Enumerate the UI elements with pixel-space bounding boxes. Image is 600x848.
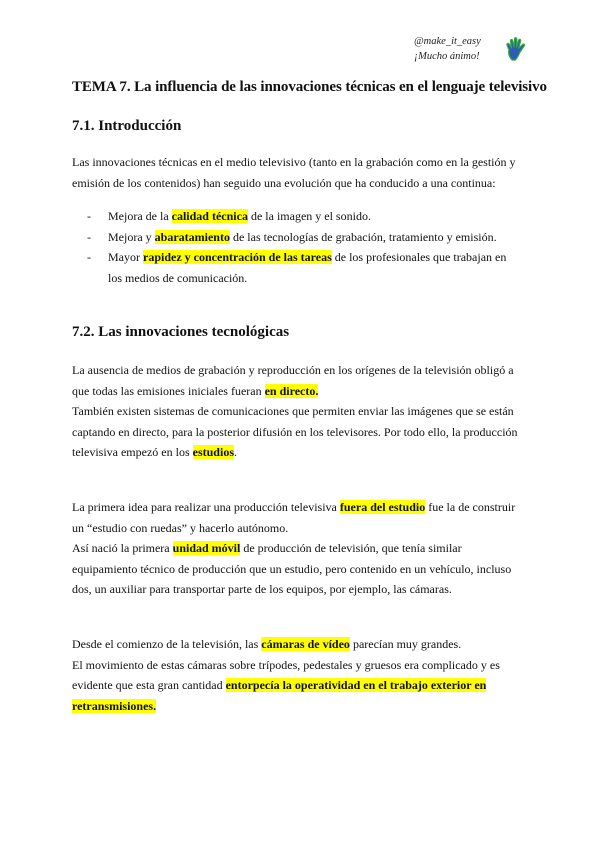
bullet-dash: - [87,229,91,244]
page-header [414,34,481,64]
highlighted-term: unidad móvil [172,541,241,555]
text-fragment: parecían muy grandes. [349,637,462,651]
header-motto: ¡Mucho ánimo! [414,51,480,62]
section-heading-innovaciones: 7.2. Las innovaciones tecnológicas [72,324,290,340]
intro-paragraph [72,152,532,193]
text-line: captando en directo, para la posterior difusión en los televisores. Por todo ello, la producción [72,424,518,439]
text-line: Las innovaciones técnicas en el medio televisivo (tanto en la grabación como en la gestión y [72,155,516,169]
text-fragment: evidente que esta gran cantidad [72,678,226,692]
author-handle: @make_it_easy [414,36,481,47]
text-line: dos, un auxiliar para transportar parte de los equipos, por ejemplo, las cámaras. [72,582,452,596]
list-text: de la imagen y el sonido. [247,209,371,223]
highlighted-term: estudios [192,445,234,459]
highlighted-term: en directo. [264,383,319,398]
list-text: Mayor [108,250,143,264]
list-text: de los profesionales que trabajan en [331,250,507,264]
text-fragment: que todas las emisiones iniciales fueran [72,383,265,398]
list-text: Mejora y [108,229,155,244]
highlighted-term: entorpecía la operatividad en el trabajo exterior en [225,678,487,692]
highlighted-term: fuera del estudio [339,500,426,514]
text-line: También existen sistemas de comunicaciones que permiten enviar las imágenes que se están [72,404,514,418]
bullet-dash: - [87,209,91,223]
list-item [72,227,532,248]
list-text: Mejora de la [108,209,172,223]
list-item [72,206,532,227]
paragraph-cameras [72,634,532,716]
hand-logo-icon [504,36,530,62]
text-line: equipamiento técnico de producción que un estudio, pero contenido en un vehículo, incluso [72,561,512,576]
text-fragment: Así nació la primera [72,541,173,555]
text-fragment: Desde el comienzo de la televisión, las [72,637,262,651]
document-title: TEMA 7. La influencia de las innovaciones técnicas en el lenguaje televisivo [72,79,547,95]
text-line: un “estudio con ruedas” y hacerlo autónomo. [72,520,289,535]
highlighted-term: rapidez y concentración de las tareas [143,250,332,264]
bullet-dash: - [87,250,91,264]
paragraph-mobile-unit [72,497,532,600]
text-fragment: . [233,445,237,459]
text-line: La ausencia de medios de grabación y reproducción en los orígenes de la televisión obligó a [72,363,514,377]
improvements-list [72,206,532,288]
highlighted-term: abaratamiento [154,229,230,244]
list-text-continued: los medios de comunicación. [108,270,248,285]
list-item [72,247,532,288]
text-line: El movimiento de estas cámaras sobre trípodes, pedestales y gruesos era complicado y es [72,657,500,672]
highlighted-term: calidad técnica [171,209,248,223]
text-fragment: La primera idea para realizar una producción televisiva [72,500,340,514]
text-line: emisión de los contenidos) han seguido una evolución que ha conducido a una continua: [72,175,496,190]
list-text: de las tecnologías de grabación, tratamiento y emisión. [229,229,497,244]
section-heading-introduccion: 7.1. Introducción [72,118,182,134]
paragraph-origins [72,360,532,463]
highlighted-term: retransmisiones. [72,698,157,713]
highlighted-term: cámaras de vídeo [261,637,350,651]
text-fragment: de producción de televisión, que tenía similar [240,541,462,555]
text-fragment: fue la de construir [425,500,516,514]
text-fragment: televisiva empezó en los [72,445,193,459]
